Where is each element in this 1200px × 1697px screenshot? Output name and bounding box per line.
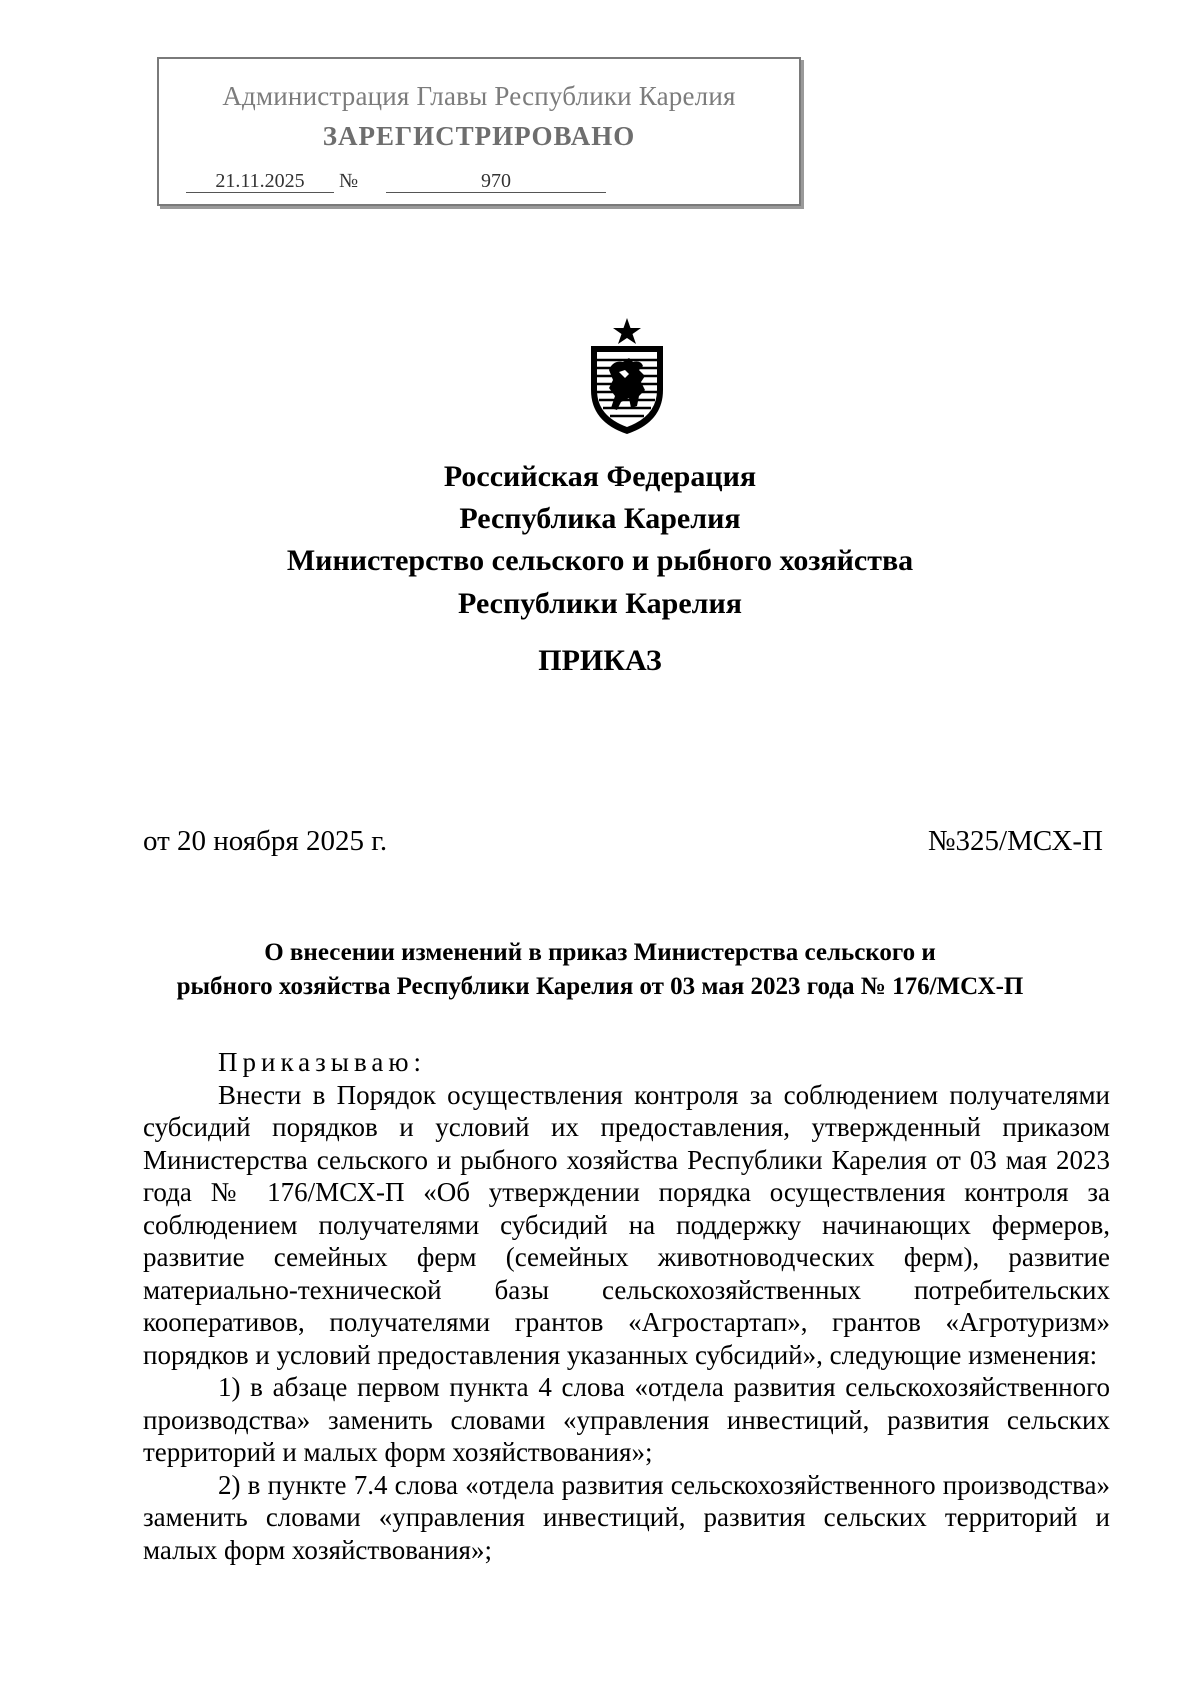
header-ministry: Министерство сельского и рыбного хозяйства bbox=[286, 544, 914, 577]
order-date: от 20 ноября 2025 г. bbox=[143, 825, 388, 857]
stamp-number-sign: № bbox=[339, 170, 359, 192]
document-type: ПРИКАЗ bbox=[538, 644, 662, 677]
body-paragraph-3: 2) в пункте 7.4 слова «отдела развития сельскохозяйственного производства» заменить словами «управления инвестиций, развития сельских территорий и малых форм хозяйствования»; bbox=[143, 1469, 1110, 1565]
coat-of-arms-icon bbox=[585, 316, 669, 436]
subject-line-1: О внесении изменений в приказ Министерства сельского и bbox=[264, 939, 936, 966]
body-paragraph-2: 1) в абзаце первом пункта 4 слова «отдела развития сельскохозяйственного производства» заменить словами «управления инвестиций, развития сельских территорий и малых форм хозяйствования»; bbox=[143, 1372, 1110, 1467]
header-republic: Республика Карелия bbox=[459, 502, 741, 535]
header-ministry-republic: Республики Карелия bbox=[458, 587, 742, 620]
stamp-authority: Администрация Главы Республики Карелия bbox=[222, 81, 736, 111]
stamp-date: 21.11.2025 bbox=[186, 170, 334, 193]
order-number: №325/МСХ-П bbox=[927, 825, 1103, 857]
body-paragraph-1: Внести в Порядок осуществления контроля за соблюдением получателями субсидий порядков и условий их предоставления, утвержденный приказом Министерства сельского и рыбного хозяйства Республики Карелия от 03 мая 2023 года № 176/МСХ-П «Об утверждении порядка осуществления контроля за соблюдением получателями субсидий на поддержку начинающих фермеров, развитие семейных ферм (семейных животноводческих ферм), развитие материально-технической базы сельскохозяйственных потребительских кооперативов, получателями грантов «Агростартап», грантов «Агротуризм» порядков и условий предоставления указанных субсидий», следующие изменения: bbox=[143, 1079, 1110, 1370]
header-country: Российская Федерация bbox=[443, 460, 757, 493]
registration-stamp bbox=[157, 57, 801, 206]
stamp-registered: ЗАРЕГИСТРИРОВАНО bbox=[322, 121, 636, 151]
decree-word: Приказываю: bbox=[218, 1047, 426, 1077]
subject-line-2: рыбного хозяйства Республики Карелия от 03 мая 2023 года № 176/МСХ-П bbox=[176, 973, 1024, 1000]
document-body bbox=[143, 1046, 1110, 1566]
stamp-number: 970 bbox=[386, 170, 606, 193]
